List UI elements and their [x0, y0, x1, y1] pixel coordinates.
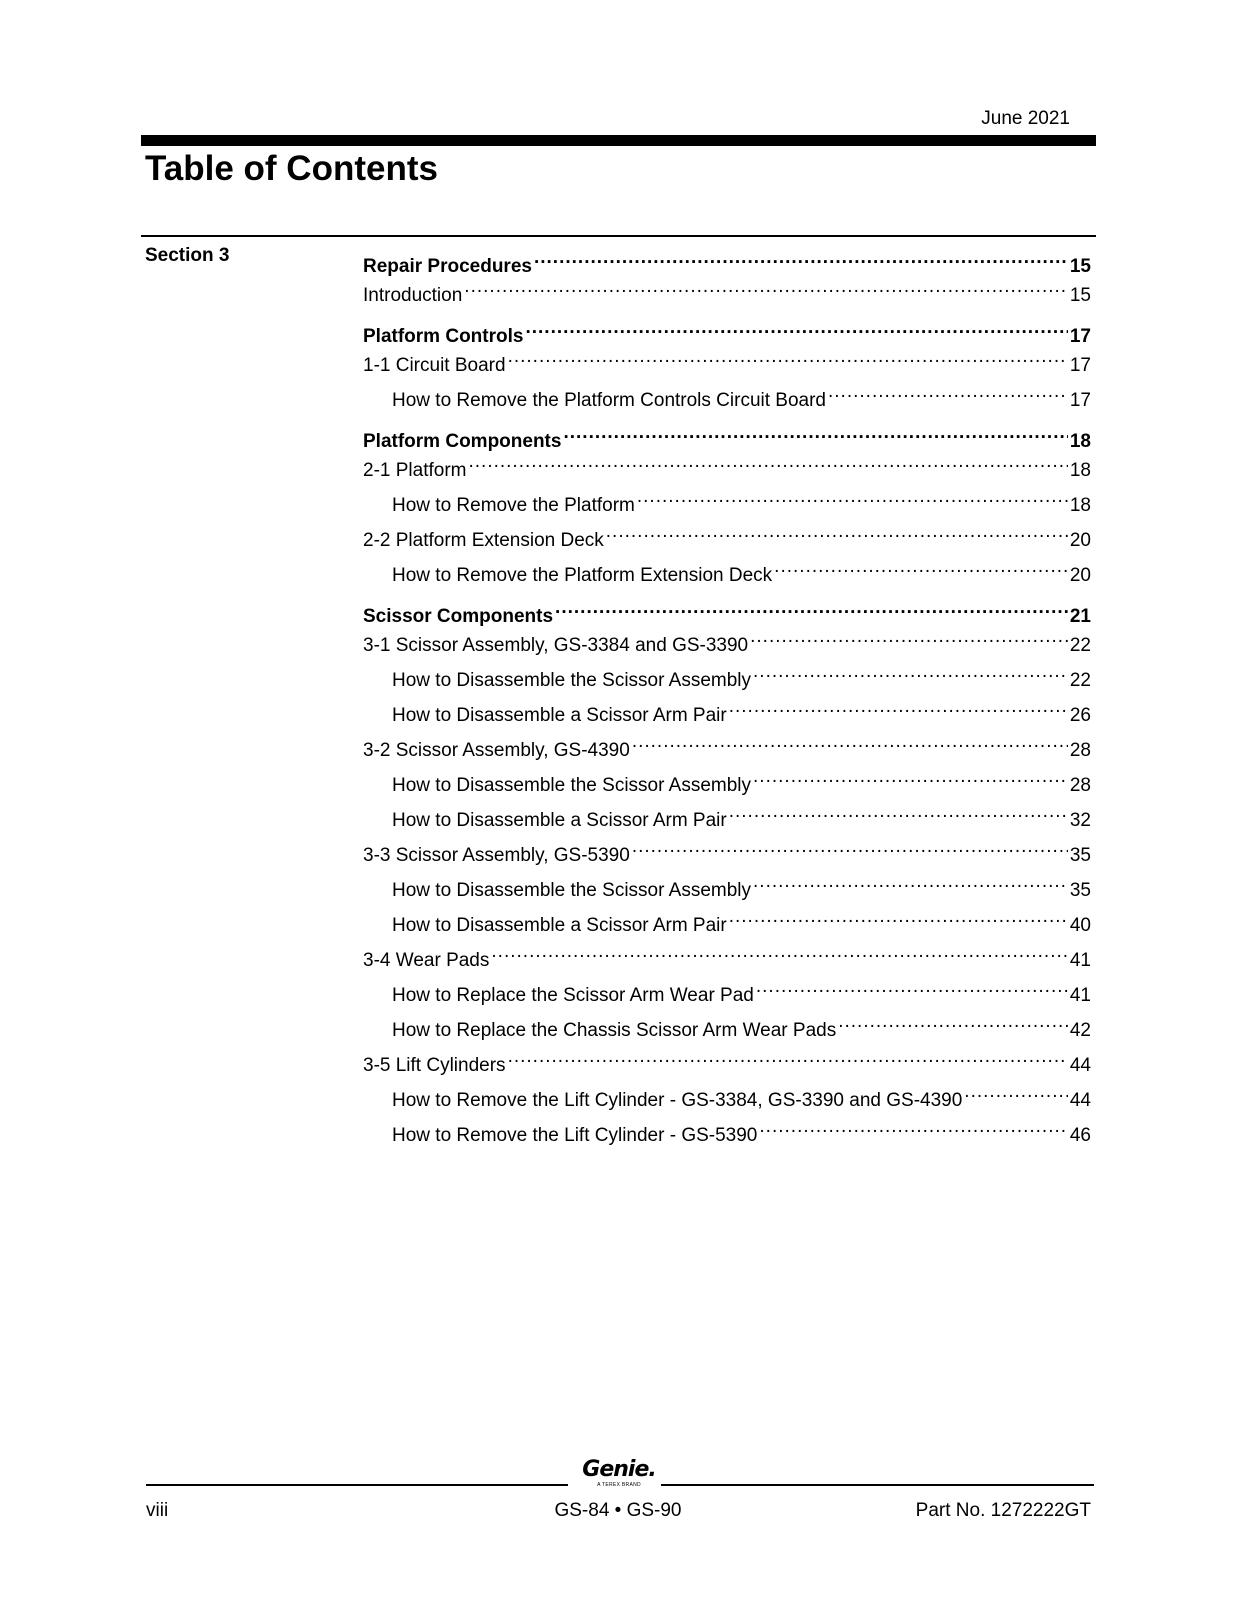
toc-leader-dots [632, 832, 1068, 861]
document-date: June 2021 [981, 108, 1070, 129]
toc-entry-title: 3-4 Wear Pads [363, 950, 490, 971]
toc-entry-title: Repair Procedures [363, 256, 532, 277]
toc-entry-page: 32 [1069, 810, 1091, 831]
toc-leader-dots [753, 867, 1068, 896]
toc-entry[interactable] [363, 272, 1091, 306]
toc-subentry[interactable] [363, 1112, 1091, 1146]
toc-entry[interactable] [363, 937, 1091, 971]
toc-entry[interactable] [363, 832, 1091, 866]
toc-subentry[interactable] [363, 762, 1091, 796]
toc-entry-page: 46 [1069, 1125, 1091, 1146]
toc-leader-dots [964, 1077, 1068, 1106]
toc-entry-page: 22 [1069, 635, 1091, 656]
toc-leader-dots [464, 272, 1068, 301]
toc-leader-dots [508, 342, 1068, 371]
toc-entry-title: Platform Controls [363, 326, 524, 347]
toc-entry[interactable] [363, 727, 1091, 761]
toc-entry-title: How to Disassemble a Scissor Arm Pair [392, 810, 727, 831]
toc-subentry[interactable] [363, 972, 1091, 1006]
toc-leader-dots [563, 418, 1067, 447]
toc-leader-dots [729, 902, 1068, 931]
toc-entry-page: 17 [1069, 355, 1091, 376]
toc-entry-page: 17 [1069, 326, 1091, 347]
toc-leader-dots [508, 1042, 1068, 1071]
toc-subentry[interactable] [363, 902, 1091, 936]
toc-entry-title: How to Remove the Lift Cylinder - GS-5390 [392, 1125, 758, 1146]
toc-leader-dots [729, 692, 1068, 721]
toc-leader-dots [637, 482, 1068, 511]
toc-entry-title: How to Remove the Platform Extension Deck [392, 565, 773, 586]
part-number: Part No. 1272222GT [915, 1500, 1091, 1521]
toc-entry-page: 28 [1069, 775, 1091, 796]
toc-leader-dots [606, 517, 1068, 546]
toc-entry-title: 2-2 Platform Extension Deck [363, 530, 604, 551]
toc-entry-page: 28 [1069, 740, 1091, 761]
toc-entry-page: 22 [1069, 670, 1091, 691]
toc-entry-title: How to Replace the Chassis Scissor Arm Wear Pads [392, 1020, 837, 1041]
table-of-contents [363, 243, 1091, 1146]
toc-entry-page: 20 [1069, 565, 1091, 586]
toc-entry-page: 18 [1069, 431, 1091, 452]
toc-entry-page: 20 [1069, 530, 1091, 551]
toc-entry-title: 3-1 Scissor Assembly, GS-3384 and GS-3390 [363, 635, 749, 656]
toc-entry-title: How to Remove the Lift Cylinder - GS-3384, GS-3390 and GS-4390 [392, 1090, 963, 1111]
toc-entry[interactable] [363, 447, 1091, 481]
toc-leader-dots [756, 972, 1068, 1001]
toc-leader-dots [729, 797, 1068, 826]
header-bar [141, 135, 1096, 146]
toc-entry-page: 44 [1069, 1090, 1091, 1111]
section-label: Section 3 [145, 245, 230, 266]
toc-entry-page: 40 [1069, 915, 1091, 936]
toc-entry-title: How to Disassemble a Scissor Arm Pair [392, 915, 727, 936]
toc-entry-title: How to Disassemble a Scissor Arm Pair [392, 705, 727, 726]
model-label: GS-84 • GS-90 [554, 1500, 682, 1521]
toc-leader-dots [838, 1007, 1068, 1036]
toc-entry-page: 42 [1069, 1020, 1091, 1041]
toc-entry-title: Introduction [363, 285, 463, 306]
page-number: viii [146, 1500, 169, 1521]
toc-subentry[interactable] [363, 552, 1091, 586]
footer-rule-left [146, 1484, 568, 1486]
toc-leader-dots [534, 243, 1068, 272]
toc-entry-title: Platform Components [363, 431, 562, 452]
toc-entry-title: How to Remove the Platform [392, 495, 635, 516]
toc-entry-page: 21 [1069, 606, 1091, 627]
toc-subentry[interactable] [363, 657, 1091, 691]
toc-entry-title: How to Disassemble the Scissor Assembly [392, 775, 752, 796]
genie-logo [582, 1458, 656, 1488]
toc-subentry[interactable] [363, 1007, 1091, 1041]
page-title: Table of Contents [145, 149, 438, 188]
toc-leader-dots [632, 727, 1068, 756]
toc-subentry[interactable] [363, 377, 1091, 411]
toc-entry-title: How to Disassemble the Scissor Assembly [392, 880, 752, 901]
toc-subentry[interactable] [363, 797, 1091, 831]
toc-heading[interactable] [363, 313, 1091, 347]
toc-entry-title: Scissor Components [363, 606, 554, 627]
toc-leader-dots [491, 937, 1067, 966]
toc-leader-dots [753, 657, 1068, 686]
toc-heading[interactable] [363, 418, 1091, 452]
toc-entry-page: 18 [1069, 460, 1091, 481]
toc-subentry[interactable] [363, 1077, 1091, 1111]
toc-leader-dots [753, 762, 1068, 791]
toc-subentry[interactable] [363, 692, 1091, 726]
toc-entry-title: How to Disassemble the Scissor Assembly [392, 670, 752, 691]
toc-entry-page: 26 [1069, 705, 1091, 726]
toc-entry-title: How to Remove the Platform Controls Circuit Board [392, 390, 826, 411]
toc-entry-page: 35 [1069, 845, 1091, 866]
toc-leader-dots [828, 377, 1068, 406]
toc-entry-title: 2-1 Platform [363, 460, 467, 481]
toc-entry[interactable] [363, 1042, 1091, 1076]
toc-subentry[interactable] [363, 867, 1091, 901]
toc-entry-page: 41 [1069, 985, 1091, 1006]
toc-entry-page: 41 [1069, 950, 1091, 971]
toc-entry-page: 15 [1069, 256, 1091, 277]
footer-rule-right [661, 1484, 1094, 1486]
toc-leader-dots [468, 447, 1067, 476]
toc-leader-dots [555, 593, 1068, 622]
toc-entry-page: 18 [1069, 495, 1091, 516]
toc-leader-dots [759, 1112, 1067, 1141]
toc-entry-title: 3-3 Scissor Assembly, GS-5390 [363, 845, 630, 866]
toc-entry-page: 15 [1069, 285, 1091, 306]
toc-entry-page: 35 [1069, 880, 1091, 901]
toc-subentry[interactable] [363, 482, 1091, 516]
toc-leader-dots [774, 552, 1068, 581]
toc-heading[interactable] [363, 593, 1091, 627]
toc-entry-title: How to Replace the Scissor Arm Wear Pad [392, 985, 754, 1006]
toc-leader-dots [750, 622, 1068, 651]
section-divider [141, 235, 1096, 237]
toc-entry-title: 3-5 Lift Cylinders [363, 1055, 506, 1076]
toc-entry-title: 3-2 Scissor Assembly, GS-4390 [363, 740, 630, 761]
toc-entry[interactable] [363, 517, 1091, 551]
logo-wordmark: Genie. [582, 1457, 656, 1482]
toc-leader-dots [525, 313, 1067, 342]
toc-entry-title: 1-1 Circuit Board [363, 355, 506, 376]
toc-entry-page: 17 [1069, 390, 1091, 411]
logo-tagline: A TEREX BRAND [597, 1482, 641, 1488]
toc-entry-page: 44 [1069, 1055, 1091, 1076]
toc-heading[interactable] [363, 243, 1091, 277]
